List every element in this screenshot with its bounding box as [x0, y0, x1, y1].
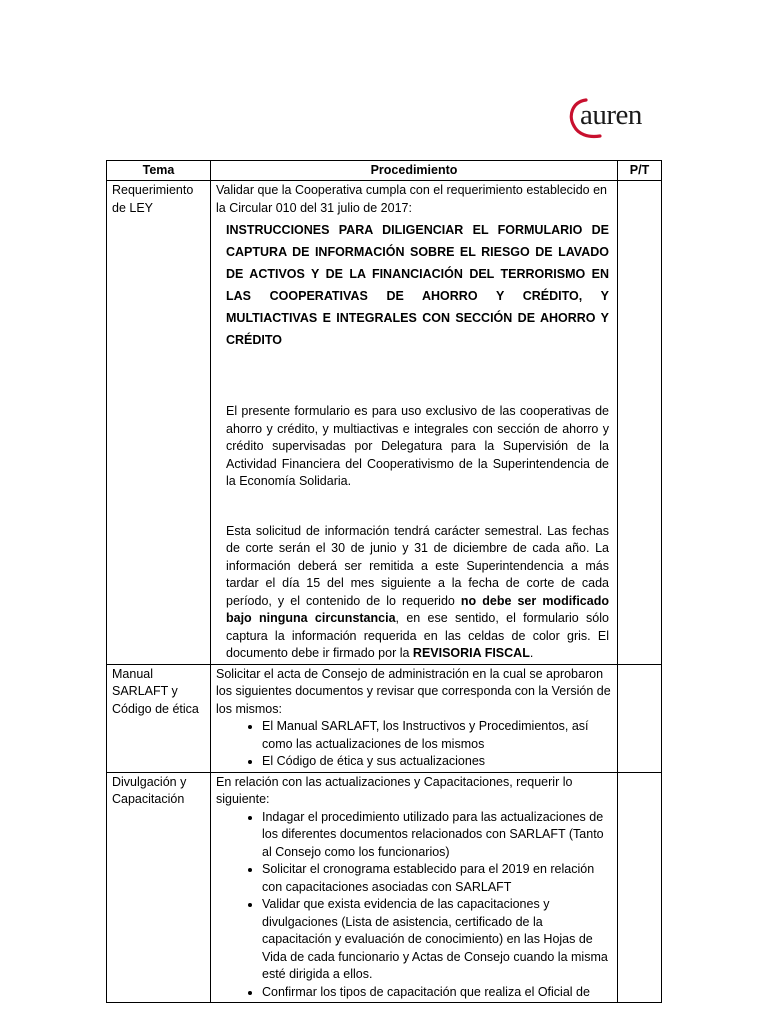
list-item: • Solicitar el cronograma establecido para el 2019 en relación con capacitaciones asociadas con SARLAFT — [262, 861, 613, 896]
header-pt: P/T — [618, 161, 662, 181]
header-tema: Tema — [107, 161, 211, 181]
row2-tema: Manual SARLAFT y Código de ética — [107, 664, 211, 772]
row1-intro: Validar que la Cooperativa cumpla con el requerimiento establecido en la Circular 010 del 31 julio de 2017: — [216, 183, 607, 215]
procedures-table — [106, 160, 662, 1003]
list-item: • El Código de ética y sus actualizaciones — [262, 753, 613, 771]
list-item: • Indagar el procedimiento utilizado para las actualizaciones de los diferentes documentos relacionados con SARLAFT (Tanto al Consejo como los funcionarios) — [262, 809, 613, 862]
row2-bullet-list — [216, 718, 613, 771]
table-row — [107, 772, 662, 1003]
row1-pt — [618, 181, 662, 665]
row3-procedimiento — [211, 772, 618, 1003]
row3-pt — [618, 772, 662, 1003]
row3-intro: En relación con las actualizaciones y Capacitaciones, requerir lo siguiente: — [216, 774, 573, 806]
row1-procedimiento — [211, 181, 618, 665]
header-procedimiento: Procedimiento — [211, 161, 618, 181]
row3-bullet-list — [216, 809, 613, 1002]
row3-tema: Divulgación y Capacitación — [107, 772, 211, 1003]
row2-intro: Solicitar el acta de Consejo de administración en la cual se aprobaron los siguientes documentos y revisar que corresponda con la Versión de los mismos: — [216, 666, 611, 716]
row1-tema: Requerimiento de LEY — [107, 181, 211, 665]
list-item: • Validar que exista evidencia de las capacitaciones y divulgaciones (Lista de asistencia, certificado de la capacitación y evaluación de conocimiento) en las Hojas de Vida de cada funcionario y Actas de Consejo cuando la misma esté dirigida a ellos. — [262, 896, 613, 984]
row2-procedimiento — [211, 664, 618, 772]
table-row — [107, 664, 662, 772]
list-item: • El Manual SARLAFT, los Instructivos y Procedimientos, así como las actualizaciones de los mismos — [262, 718, 613, 753]
auren-logo — [566, 96, 666, 140]
row2-pt — [618, 664, 662, 772]
logo-text: auren — [580, 99, 642, 131]
table-header-row — [107, 161, 662, 181]
row1-para1: El presente formulario es para uso exclusivo de las cooperativas de ahorro y crédito, y multiactivas e integrales con sección de ahorro y crédito supervisadas por Delegatura para la Supervisión de la Actividad Financiera del Cooperativismo de la Superintendencia de la Economía Solidaria. — [226, 404, 609, 488]
table-row — [107, 181, 662, 665]
list-item: • Confirmar los tipos de capacitación que realiza el Oficial de — [262, 984, 613, 1002]
row1-heading: INSTRUCCIONES PARA DILIGENCIAR EL FORMULARIO DE CAPTURA DE INFORMACIÓN SOBRE EL RIESGO DE LAVADO DE ACTIVOS Y DE LA FINANCIACIÓN DEL TERRORISMO EN LAS COOPERATIVAS DE AHORRO Y CRÉDITO, Y MULTIACTIVAS E INTEGRALES CON SECCIÓN DE AHORRO Y CRÉDITO — [226, 223, 609, 347]
row1-para2: Esta solicitud de información tendrá carácter semestral. Las fechas de corte serán el 30 de junio y 31 de diciembre de cada año. La información deberá ser remitida a este Superintendencia a más tardar el día 15 del mes siguiente a la fecha de corte de cada período, y el contenido de lo requerido no debe ser modificado bajo ninguna circunstancia, en ese sentido, el formulario sólo captura la información requerida en las celdas de color gris. El documento debe ir firmado por la REVISORIA FISCAL. — [226, 523, 609, 660]
